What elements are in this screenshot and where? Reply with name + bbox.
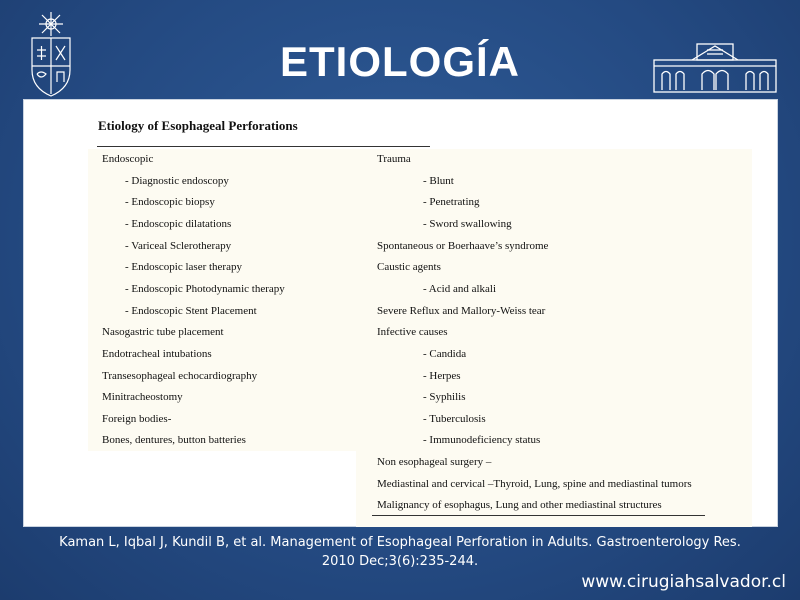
table-cell-right: Severe Reflux and Mallory-Weiss tear	[377, 305, 546, 317]
table-cell-right: - Immunodeficiency status	[423, 434, 541, 446]
table-left-column-background	[88, 149, 358, 451]
table-cell-right: - Candida	[423, 348, 467, 360]
table-caption: Etiology of Esophageal Perforations	[98, 118, 298, 133]
table-cell-right: Malignancy of esophagus, Lung and other mediastinal structures	[377, 499, 662, 511]
table-cell-left: - Endoscopic Photodynamic therapy	[125, 283, 285, 295]
table-cell-right: - Acid and alkali	[423, 283, 497, 295]
citation-line: 2010 Dec;3(6):235-244.	[321, 554, 479, 569]
table-cell-right: - Penetrating	[423, 196, 480, 208]
table-cell-left: - Variceal Sclerotherapy	[125, 240, 232, 252]
table-cell-left: - Endoscopic Stent Placement	[125, 305, 257, 317]
table-bottom-divider	[372, 515, 705, 516]
citation	[40, 533, 760, 571]
table-cell-right: - Syphilis	[423, 391, 466, 403]
table-cell-left: - Endoscopic laser therapy	[125, 261, 242, 273]
table-cell-right: Infective causes	[377, 326, 448, 338]
table-cell-right: Non esophageal surgery –	[377, 456, 492, 468]
table-cell-right: Mediastinal and cervical –Thyroid, Lung, spine and mediastinal tumors	[377, 478, 692, 490]
citation-line: Kaman L, Iqbal J, Kundil B, et al. Management of Esophageal Perforation in Adults. Gastroenterology Res.	[59, 535, 741, 550]
slide-title: ETIOLOGÍA	[280, 38, 520, 85]
table-cell-left: - Endoscopic dilatations	[125, 218, 232, 230]
table-cell-left: - Diagnostic endoscopy	[125, 175, 229, 187]
table-cell-left: Transesophageal echocardiography	[102, 370, 258, 382]
table-cell-left: Nasogastric tube placement	[102, 326, 224, 338]
table-cell-right: - Sword swallowing	[423, 218, 512, 230]
table-cell-right: Caustic agents	[377, 261, 441, 273]
table-cell-left: Bones, dentures, button batteries	[102, 434, 246, 446]
table-cell-right: Spontaneous or Boerhaave’s syndrome	[377, 240, 549, 252]
table-cell-right: - Herpes	[423, 370, 461, 382]
table-cell-right: - Blunt	[423, 175, 454, 187]
table-cell-right: Trauma	[377, 153, 411, 165]
table-cell-left: Foreign bodies-	[102, 413, 172, 425]
caption-divider	[97, 146, 430, 147]
table-cell-left: Minitracheostomy	[102, 391, 183, 403]
table-cell-right: - Tuberculosis	[423, 413, 486, 425]
website-url: www.cirugiahsalvador.cl	[581, 572, 786, 592]
table-cell-left: Endotracheal intubations	[102, 348, 212, 360]
table-cell-left: Endoscopic	[102, 153, 154, 165]
table-cell-left: - Endoscopic biopsy	[125, 196, 215, 208]
